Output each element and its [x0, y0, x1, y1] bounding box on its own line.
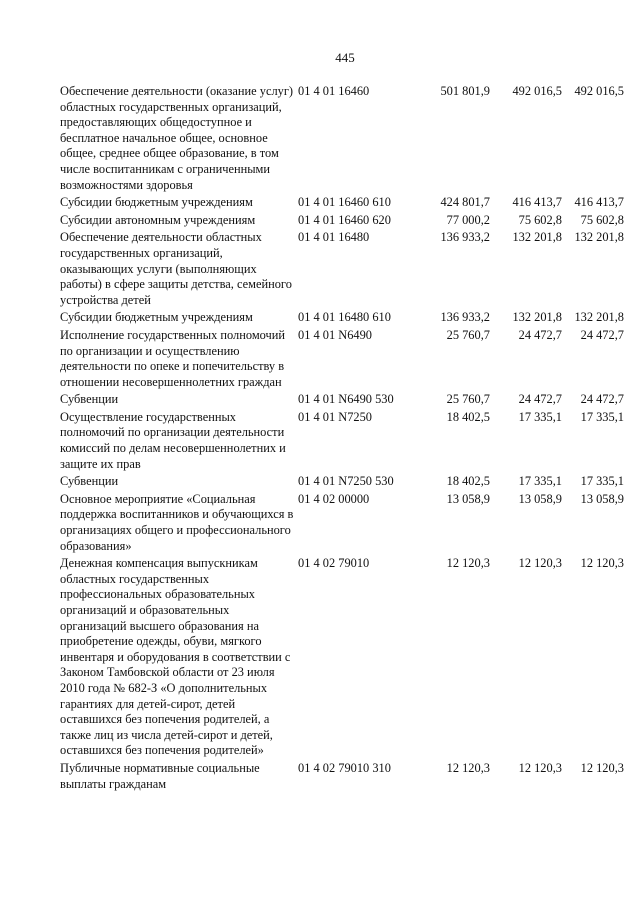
row-value-2: 132 201,8	[512, 230, 562, 245]
budget-table	[60, 84, 624, 794]
row-name: Денежная компенсация выпускникам областных государственных профессиональных образовательных организаций и образовательных организаций высшего образования на приобретение одежды, обуви, мягкого инвентаря и оборудования в соответствии с Законом Тамбовской области от 23 июля 2010 года № 682-З «О дополнительных гарантиях для детей-сирот, детей оставшихся без попечения родителей, а также лиц из числа детей-сирот и детей, оставшихся без попечения родителей»	[60, 556, 291, 758]
table-row	[60, 328, 624, 392]
row-value-2: 24 472,7	[518, 327, 562, 342]
row-value-3: 492 016,5	[574, 84, 624, 98]
table-row	[60, 761, 624, 794]
row-name: Субвенции	[60, 392, 119, 407]
row-value-2: 24 472,7	[518, 392, 562, 407]
row-name: Осуществление государственных полномочий по организации деятельности комиссий по делам несовершеннолетних и защите их прав	[60, 409, 286, 471]
row-value-1: 13 058,9	[446, 491, 490, 506]
row-value-1: 77 000,2	[446, 212, 490, 227]
table-row	[60, 556, 624, 761]
row-value-2: 132 201,8	[512, 310, 562, 325]
row-code: 01 4 01 16460 610	[298, 195, 391, 210]
row-value-1: 424 801,7	[440, 195, 490, 210]
row-name: Публичные нормативные социальные выплаты гражданам	[60, 760, 260, 791]
row-name: Исполнение государственных полномочий по организации и осуществлению деятельности по опеке и попечительству в отношении несовершеннолетних граждан	[60, 327, 286, 389]
row-value-2: 416 413,7	[512, 195, 562, 210]
table-row	[60, 492, 624, 556]
row-code: 01 4 01 N6490 530	[298, 392, 394, 407]
row-value-1: 18 402,5	[446, 409, 490, 424]
row-code: 01 4 02 00000	[298, 491, 370, 506]
row-name: Обеспечение деятельности (оказание услуг) областных государственных организаций, предоставляющих общедоступное и бесплатное начальное общее, основное общее, среднее общее образование, в том числе воспитанникам с ограниченными возможностями здоровья	[60, 84, 294, 192]
row-code: 01 4 02 79010 310	[298, 760, 391, 775]
row-name: Субсидии бюджетным учреждениям	[60, 195, 253, 210]
row-value-3: 17 335,1	[580, 409, 624, 424]
page-number: 445	[335, 50, 355, 65]
row-code: 01 4 01 N7250	[298, 409, 372, 424]
table-row	[60, 195, 624, 213]
row-name: Обеспечение деятельности областных государственных организаций, оказывающих услуги (выполняющих работы) в сфере защиты детства, семейного устройства детей	[60, 230, 292, 307]
row-code: 01 4 01 N7250 530	[298, 474, 394, 489]
table-body	[60, 84, 624, 794]
table-row	[60, 392, 624, 410]
row-value-2: 12 120,3	[518, 556, 562, 571]
row-name: Субвенции	[60, 474, 119, 489]
row-name: Субсидии автономным учреждениям	[60, 212, 256, 227]
row-value-1: 501 801,9	[440, 84, 490, 98]
table-row	[60, 410, 624, 474]
table-row	[60, 84, 624, 195]
row-code: 01 4 01 16460 620	[298, 212, 391, 227]
table-row	[60, 474, 624, 492]
row-value-3: 24 472,7	[580, 392, 624, 407]
row-value-2: 492 016,5	[512, 84, 562, 98]
row-value-1: 136 933,2	[440, 230, 490, 245]
row-code: 01 4 02 79010	[298, 556, 370, 571]
row-value-3: 17 335,1	[580, 474, 624, 489]
row-name: Основное мероприятие «Социальная поддержка воспитанников и обучающихся в организациях общего и профессионального образования»	[60, 491, 294, 553]
row-value-3: 12 120,3	[580, 556, 624, 571]
row-value-2: 75 602,8	[518, 212, 562, 227]
row-value-2: 17 335,1	[518, 474, 562, 489]
row-value-2: 13 058,9	[518, 491, 562, 506]
row-value-3: 132 201,8	[574, 310, 624, 325]
row-code: 01 4 01 16480	[298, 230, 370, 245]
row-value-3: 12 120,3	[580, 760, 624, 775]
row-value-1: 136 933,2	[440, 310, 490, 325]
row-name: Субсидии бюджетным учреждениям	[60, 310, 253, 325]
row-code: 01 4 01 N6490	[298, 327, 372, 342]
row-value-1: 12 120,3	[446, 556, 490, 571]
table-row	[60, 213, 624, 231]
row-value-1: 18 402,5	[446, 474, 490, 489]
row-value-3: 75 602,8	[580, 212, 624, 227]
table-row	[60, 230, 624, 310]
row-value-3: 24 472,7	[580, 327, 624, 342]
row-value-1: 25 760,7	[446, 392, 490, 407]
row-value-2: 17 335,1	[518, 409, 562, 424]
row-value-2: 12 120,3	[518, 760, 562, 775]
row-value-3: 416 413,7	[574, 195, 624, 210]
row-value-1: 25 760,7	[446, 327, 490, 342]
table-row	[60, 310, 624, 328]
row-value-3: 13 058,9	[580, 491, 624, 506]
row-code: 01 4 01 16460	[298, 84, 370, 98]
row-code: 01 4 01 16480 610	[298, 310, 391, 325]
row-value-3: 132 201,8	[574, 230, 624, 245]
row-value-1: 12 120,3	[446, 760, 490, 775]
